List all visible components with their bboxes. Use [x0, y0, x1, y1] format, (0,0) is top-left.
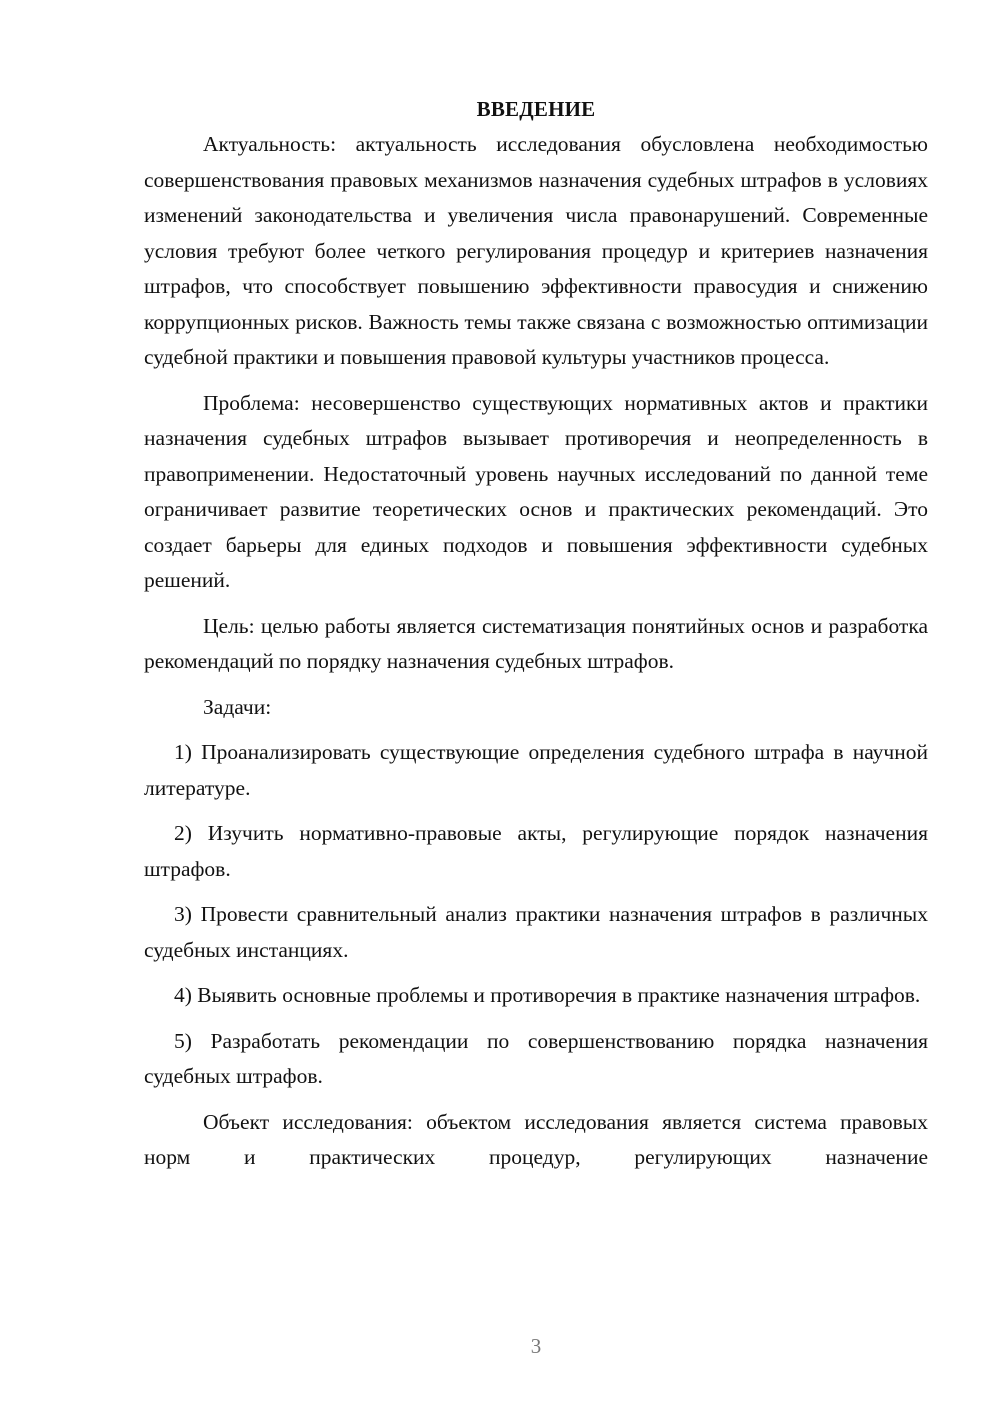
page-content: [144, 92, 928, 1176]
task-item-2: 2) Изучить нормативно-правовые акты, регулирующие порядок назначения штрафов.: [144, 821, 928, 881]
task-item-1: 1) Проанализировать существующие определения судебного штрафа в научной литературе.: [144, 740, 928, 800]
section-heading: ВВЕДЕНИЕ: [476, 97, 596, 121]
paragraph-object: Объект исследования: объектом исследования является система правовых норм и практических процедур, регулирующих назначение: [144, 1109, 928, 1169]
task-item-3: 3) Провести сравнительный анализ практики назначения штрафов в различных судебных инстанциях.: [144, 902, 928, 962]
paragraph-problem: Проблема: несовершенство существующих нормативных актов и практики назначения судебных штрафов вызывает противоречия и неопределенность в правоприменении. Недостаточный уровень научных исследований по данной теме ограничивает развитие теоретических основ и практических рекомендаций. Это создает барьеры для единых подходов и повышения эффективности судебных решений.: [144, 390, 928, 592]
page-number: 3: [530, 1334, 542, 1358]
task-item-5: 5) Разработать рекомендации по совершенствованию порядка назначения судебных штрафов.: [144, 1028, 928, 1088]
paragraph-relevance: Актуальность: актуальность исследования обусловлена необходимостью совершенствования правовых механизмов назначения судебных штрафов в условиях изменений законодательства и увеличения числа правонарушений. Современные условия требуют более четкого регулирования процедур и критериев назначения штрафов, что способствует повышению эффективности правосудия и снижению коррупционных рисков. Важность темы также связана с возможностью оптимизации судебной практики и повышения правовой культуры участников процесса.: [144, 132, 928, 369]
paragraph-goal: Цель: целью работы является систематизация понятийных основ и разработка рекомендаций по порядку назначения судебных штрафов.: [144, 613, 928, 673]
tasks-label: Задачи:: [203, 694, 272, 719]
task-item-4: 4) Выявить основные проблемы и противоречия в практике назначения штрафов.: [174, 983, 921, 1007]
